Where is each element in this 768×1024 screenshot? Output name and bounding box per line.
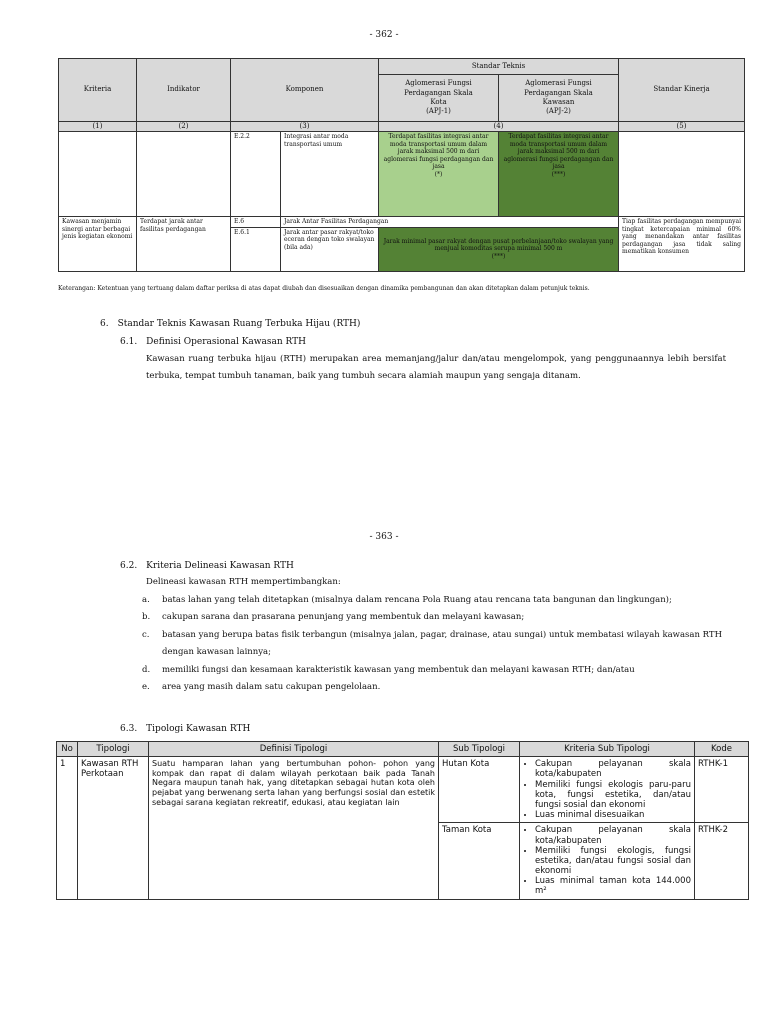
list-marker: a.: [142, 595, 150, 605]
indikator-e6: Terdapat jarak antar fasilitas perdagangan: [137, 217, 231, 272]
header-sub-tipologi: Sub Tipologi: [439, 742, 520, 757]
sub-tipologi-code: RTHK-2: [695, 823, 749, 899]
apj2-e22-text: Terdapat fasilitas integrasi antar moda transportasi umum dalam jarak maksimal 500 m dari aglomerasi fungsi perdagangan dan jasa: [503, 133, 614, 170]
list-item: [142, 609, 722, 626]
header-apj2-line1: Aglomerasi Fungsi: [525, 79, 592, 88]
header-indikator: Indikator: [137, 59, 231, 122]
list-text: memiliki fungsi dan kesamaan karakteristik kawasan yang membentuk dan melayani kawasan RTH; dan/atau: [162, 664, 635, 675]
list-marker: d.: [142, 664, 151, 675]
section-6-1-heading: 6.1. Definisi Operasional Kawasan RTH: [120, 337, 306, 347]
col-number-3: (3): [231, 122, 379, 132]
col-number-4: (4): [379, 122, 619, 132]
list-item: [142, 662, 722, 679]
list-marker: c.: [142, 629, 150, 640]
header-apj2-code: (APJ-2): [546, 107, 571, 116]
code-e22: E.2.2: [231, 132, 281, 217]
sub-tipologi-name: Taman Kota: [439, 823, 520, 899]
standar-e61-mark: (***): [491, 252, 506, 260]
header-standar-teknis: Standar Teknis: [379, 59, 619, 75]
header-standar-kinerja: Standar Kinerja: [619, 59, 745, 122]
list-text: area yang masih dalam satu cakupan pengelolaan.: [162, 682, 381, 693]
list-item: [142, 592, 722, 609]
kriteria-e6: Kawasan menjamin sinergi antar berbagai jenis kegiatan ekonomi: [59, 217, 137, 272]
list-marker: b.: [142, 612, 151, 623]
header-no: No: [57, 742, 78, 757]
apj2-e22: [499, 132, 619, 217]
standar-e61: [379, 227, 619, 271]
list-text: batas lahan yang telah ditetapkan (misalnya dalam rencana Pola Ruang atau rencana tata bangunan dan lingkungan);: [162, 595, 672, 605]
criteria-item: • Luas minimal disesuaikan: [535, 810, 691, 820]
cell-empty: [619, 132, 745, 217]
delineasi-criteria-list: [142, 592, 722, 697]
header-apj2-line2: Perdagangan Skala: [524, 88, 593, 97]
cell-empty: [137, 132, 231, 217]
criteria-item: • Luas minimal taman kota 144.000 m²: [535, 876, 691, 896]
header-apj1-line3: Kota: [430, 98, 447, 106]
header-kriteria-sub: Kriteria Sub Tipologi: [520, 742, 695, 757]
cell-empty: [59, 132, 137, 217]
header-apj2-line3: Kawasan: [542, 98, 575, 106]
header-apj1-code: (APJ-1): [426, 107, 451, 116]
list-marker: e.: [142, 682, 150, 693]
code-e6: E.6: [231, 217, 281, 228]
section-6-2-heading: 6.2. Kriteria Delineasi Kawasan RTH: [120, 561, 294, 571]
criteria-item: • Cakupan pelayanan skala kota/kabupaten: [535, 759, 691, 779]
section-6-2-intro: Delineasi kawasan RTH mempertimbangkan:: [146, 577, 341, 587]
header-tipologi: Tipologi: [78, 742, 149, 757]
table-note: Keterangan: Ketentuan yang tertuang dalam daftar periksa di atas dapat diubah dan disesuaikan dengan dinamika pembangunan dan akan ditetapkan dalam petunjuk teknis.: [58, 285, 590, 292]
header-kriteria: Kriteria: [59, 59, 137, 122]
header-apj2: [499, 75, 619, 122]
col-number-5: (5): [619, 122, 745, 132]
row-definisi: Suatu hamparan lahan yang bertumbuhan pohon- pohon yang kompak dan rapat di dalam wilayah perkotaan baik pada Tanah Negara maupun tanah hak, yang ditetapkan sebagai hutan kota oleh pejabat yang berwenang serta lahan yang berfungsi sosial dan estetik sebagai sarana kegiatan rekreatif, edukasi, atau kegiatan lain: [149, 757, 439, 899]
apj2-e22-mark: (***): [551, 170, 566, 178]
col-number-1: (1): [59, 122, 137, 132]
list-text: batasan yang berupa batas fisik terbangun (misalnya jalan, pagar, drainase, atau sungai) untuk membatasi wilayah kawasan RTH dengan kawasan lainnya;: [162, 629, 722, 658]
section-6-heading: 6. Standar Teknis Kawasan Ruang Terbuka Hijau (RTH): [100, 319, 361, 329]
criteria-item: • Memiliki fungsi ekologis, fungsi estetika, dan/atau fungsi sosial dan ekonomi: [535, 846, 691, 877]
row-no: 1: [57, 757, 78, 899]
kinerja-e6: Tiap fasilitas perdagangan mempunyai tingkat ketercapaian minimal 60% yang menandakan antar fasilitas perdagangan jasa tidak saling mematikan konsumen: [619, 217, 745, 272]
komponen-e61: Jarak antar pasar rakyat/toko eceran dengan toko swalayan (bila ada): [281, 227, 379, 271]
criteria-item: • Memiliki fungsi ekologis paru-paru kota, fungsi estetika, dan/atau fungsi sosial dan ekonomi: [535, 780, 691, 811]
apj1-e22: [379, 132, 499, 217]
list-item: [142, 627, 722, 662]
list-item: [142, 679, 722, 696]
header-apj1-line2: Perdagangan Skala: [404, 88, 473, 97]
section-6-1-paragraph: Kawasan ruang terbuka hijau (RTH) merupakan area memanjang/jalur dan/atau mengelompok, yang penggunaannya lebih bersifat terbuka, tempat tumbuh tanaman, baik yang tumbuh secara alamiah maupun yang sengaja ditanam.: [146, 354, 726, 382]
code-e61: E.6.1: [231, 227, 281, 271]
komponen-e6: Jarak Antar Fasilitas Perdagangan: [281, 217, 619, 228]
sub-tipologi-criteria: [520, 823, 695, 899]
header-apj1-line1: Aglomerasi Fungsi: [405, 79, 472, 88]
criteria-item: • Cakupan pelayanan skala kota/kabupaten: [535, 825, 691, 845]
sub-tipologi-name: Hutan Kota: [439, 757, 520, 823]
apj1-e22-text: Terdapat fasilitas integrasi antar moda transportasi umum dalam jarak maksimal 500 m dari aglomerasi fungsi perdagangan dan jasa: [383, 133, 494, 170]
col-number-2: (2): [137, 122, 231, 132]
section-6-3-heading: 6.3. Tipologi Kawasan RTH: [120, 724, 251, 734]
page-number: - 363 -: [369, 532, 399, 542]
sub-tipologi-code: RTHK-1: [695, 757, 749, 823]
page-number: - 362 -: [369, 30, 399, 40]
standar-teknis-table: [58, 58, 745, 272]
sub-tipologi-criteria: [520, 757, 695, 823]
list-text: cakupan sarana dan prasarana penunjang yang membentuk dan melayani kawasan;: [162, 612, 525, 623]
header-definisi: Definisi Tipologi: [149, 742, 439, 757]
header-apj1: [379, 75, 499, 122]
apj1-e22-mark: (*): [434, 170, 443, 178]
komponen-e22: Integrasi antar moda transportasi umum: [281, 132, 379, 217]
header-kode: Kode: [695, 742, 749, 757]
tipologi-table: [56, 741, 749, 900]
row-tipologi: Kawasan RTH Perkotaan: [78, 757, 149, 899]
header-komponen: Komponen: [231, 59, 379, 122]
standar-e61-text: Jarak minimal pasar rakyat dengan pusat perbelanjaan/toko swalayan yang menjual komoditas serupa minimal 500 m: [383, 237, 614, 253]
